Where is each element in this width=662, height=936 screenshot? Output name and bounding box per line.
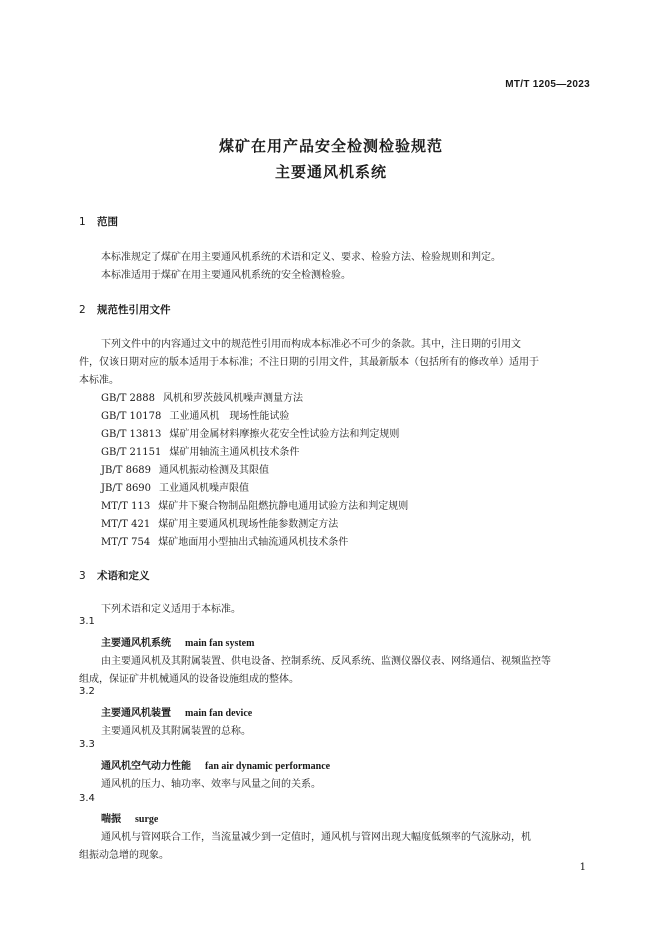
reference-item (101, 461, 269, 476)
term-en: main fan system (185, 638, 255, 649)
reference-item (101, 443, 299, 458)
term-heading (101, 757, 330, 772)
reference-code: GB/T 2888 (101, 393, 156, 404)
section-3-number: 3 (79, 570, 86, 582)
term-en: main fan device (185, 708, 253, 719)
term-cn: 喘振 (101, 814, 121, 825)
term-heading (101, 634, 254, 649)
section-1-title: 范围 (97, 216, 118, 228)
standard-code: MT/T 1205—2023 (505, 79, 590, 90)
references-intro-line-1: 下列文件中的内容通过文中的规范性引用而构成本标准必不可少的条款。其中，注日期的引用文 (101, 339, 521, 350)
section-1-heading (79, 214, 118, 229)
reference-code: GB/T 21151 (101, 447, 162, 458)
section-1-number: 1 (79, 216, 86, 228)
references-intro-line-3: 本标准。 (79, 375, 119, 386)
term-cn: 通风机空气动力性能 (101, 761, 191, 772)
reference-item (101, 497, 408, 512)
reference-title: 工业通风机 现场性能试验 (169, 411, 290, 422)
term-definition-line: 组振动急增的现象。 (79, 850, 169, 861)
reference-code: MT/T 421 (101, 519, 151, 530)
term-number: 3.1 (79, 616, 95, 627)
reference-title: 煤矿用金属材料摩擦火花安全性试验方法和判定规则 (169, 429, 400, 440)
term-cn: 主要通风机装置 (101, 708, 171, 719)
term-heading (101, 810, 158, 825)
reference-code: MT/T 754 (101, 537, 151, 548)
reference-title: 工业通风机噪声限值 (159, 483, 250, 494)
term-heading (101, 704, 252, 719)
document-title-line1: 煤矿在用产品安全检测检验规范 (218, 137, 443, 155)
reference-item (101, 389, 303, 404)
reference-item (101, 515, 338, 530)
reference-item (101, 479, 249, 494)
section-2-number: 2 (79, 304, 86, 316)
reference-title: 煤矿用轴流主通风机技术条件 (169, 447, 300, 458)
term-number: 3.3 (79, 739, 95, 750)
terms-intro: 下列术语和定义适用于本标准。 (101, 604, 241, 615)
reference-code: JB/T 8690 (101, 483, 152, 494)
term-definition-line: 通风机的压力、轴功率、效率与风量之间的关系。 (101, 779, 321, 790)
term-definition-line: 通风机与管网联合工作，当流量减少到一定值时，通风机与管网出现大幅度低频率的气流脉动，机 (101, 832, 531, 843)
reference-code: JB/T 8689 (101, 465, 152, 476)
references-intro-line-2: 件，仅该日期对应的版本适用于本标准；不注日期的引用文件，其最新版本（包括所有的修改单）适用于 (79, 357, 539, 368)
term-definition-line: 组成，保证矿井机械通风的设备设施组成的整体。 (79, 674, 299, 685)
reference-title: 通风机振动检测及其限值 (159, 465, 270, 476)
term-definition-line: 主要通风机及其附属装置的总称。 (101, 726, 251, 737)
section-2-heading (79, 302, 171, 317)
term-en: surge (135, 814, 159, 825)
scope-paragraph-2: 本标准适用于煤矿在用主要通风机系统的安全检测检验。 (101, 270, 351, 281)
reference-code: MT/T 113 (101, 501, 151, 512)
section-2-title: 规范性引用文件 (97, 304, 171, 316)
document-title-line2: 主要通风机系统 (274, 163, 387, 181)
term-en: fan air dynamic performance (205, 761, 331, 772)
section-3-title: 术语和定义 (97, 570, 150, 582)
reference-title: 煤矿井下聚合物制品阻燃抗静电通用试验方法和判定规则 (158, 501, 409, 512)
reference-item (101, 407, 289, 422)
reference-title: 煤矿用主要通风机现场性能参数测定方法 (158, 519, 339, 530)
term-cn: 主要通风机系统 (101, 638, 171, 649)
reference-title: 煤矿地面用小型抽出式轴流通风机技术条件 (158, 537, 349, 548)
term-number: 3.2 (79, 686, 95, 697)
reference-item (101, 425, 399, 440)
page-number: 1 (579, 862, 586, 873)
scope-paragraph-1: 本标准规定了煤矿在用主要通风机系统的术语和定义、要求、检验方法、检验规则和判定。 (101, 252, 501, 263)
reference-title: 风机和罗茨鼓风机噪声测量方法 (163, 393, 304, 404)
reference-code: GB/T 10178 (101, 411, 162, 422)
section-3-heading (79, 568, 150, 583)
reference-item (101, 533, 348, 548)
term-number: 3.4 (79, 793, 95, 804)
term-definition-line: 由主要通风机及其附属装置、供电设备、控制系统、反风系统、监测仪器仪表、网络通信、视频监控等 (101, 656, 551, 667)
reference-code: GB/T 13813 (101, 429, 162, 440)
